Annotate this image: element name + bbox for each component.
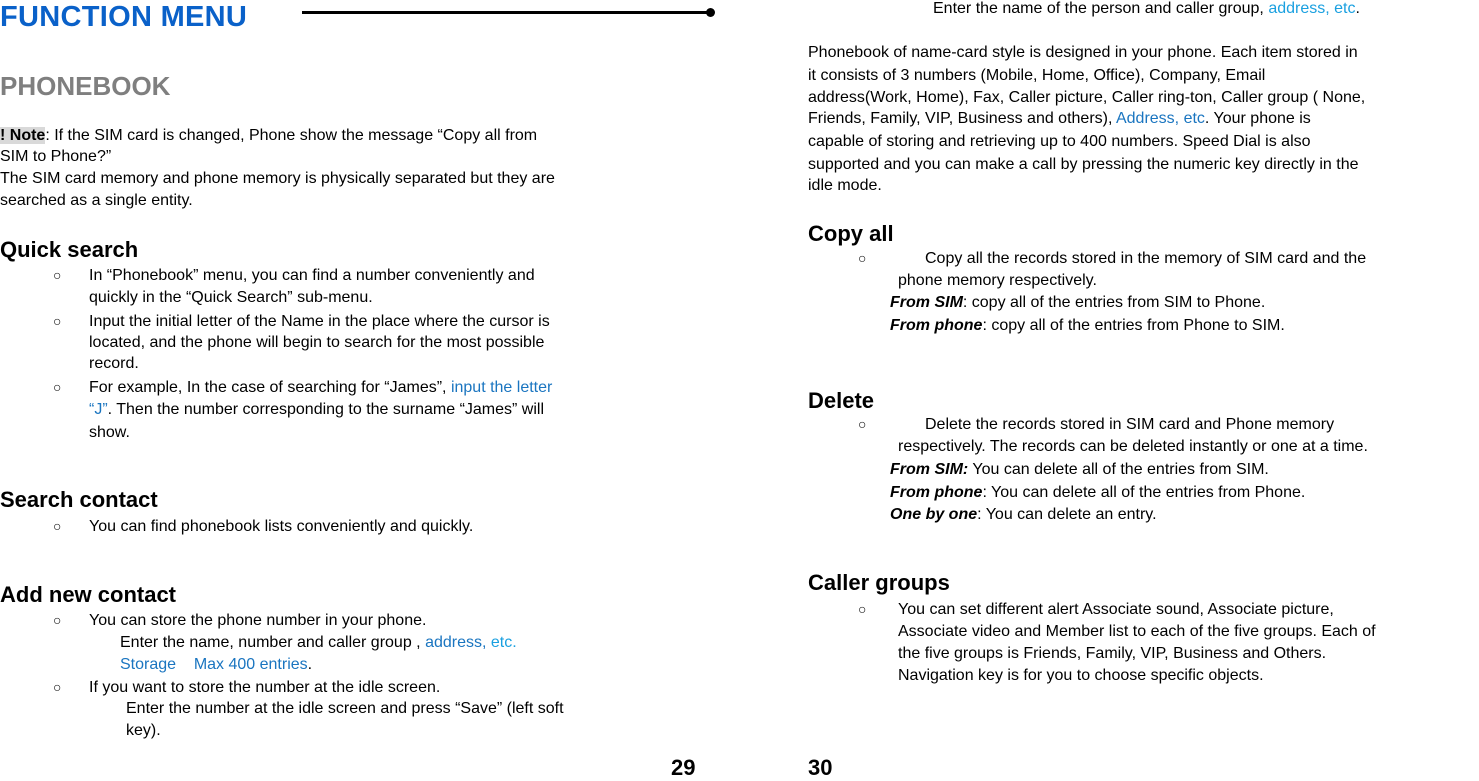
text: . [307, 656, 313, 673]
top-line [933, 0, 1360, 19]
caller-groups-l4: Navigation key is for you to choose specific objects. [898, 667, 1264, 684]
function-menu-heading: FUNCTION MENU [0, 1, 248, 33]
from-sim-label: From SIM: [890, 461, 969, 478]
letter-j-link[interactable]: “J” [89, 401, 108, 418]
note-label: ! Note [0, 127, 46, 144]
add-contact-b1: You can store the phone number in your phone. [89, 612, 427, 629]
delete-title: Delete [808, 388, 875, 413]
add-contact-b2: If you want to store the number at the idle screen. [89, 679, 441, 696]
quick-search-title: Quick search [0, 237, 139, 262]
copy-all-b-l2: phone memory respectively. [898, 272, 1097, 289]
delete-b-l2: respectively. The records can be deleted instantly or one at a time. [898, 438, 1368, 455]
text: : You can delete an entry. [977, 506, 1157, 523]
bullet-icon: ○ [53, 679, 62, 695]
delete-from-sim [890, 459, 1269, 480]
heading-rule-dot [706, 8, 715, 17]
copy-all-from-sim [890, 292, 1265, 313]
quick-search-b3-l3: show. [89, 424, 130, 441]
caller-groups-title: Caller groups [808, 570, 950, 595]
add-contact-sub3-l2: key). [126, 722, 161, 739]
bullet-icon: ○ [53, 518, 62, 534]
text: Enter the name, number and caller group , [120, 634, 426, 651]
one-by-one-label: One by one [890, 506, 978, 523]
address-etc-link[interactable]: address, etc [1268, 0, 1356, 17]
quick-search-b1-l1: In “Phonebook” menu, you can find a number conveniently and [89, 267, 535, 284]
quick-search-b2-l2: located, and the phone will begin to search for the most possible [89, 334, 545, 351]
add-contact-sub2 [120, 654, 312, 675]
text: : copy all of the entries from SIM to Phone. [962, 294, 1266, 311]
from-phone-label: From phone [890, 484, 983, 501]
quick-search-b1-l2: quickly in the “Quick Search” sub-menu. [89, 289, 373, 306]
intro-line-4 [808, 108, 1311, 129]
text: . Then the number corresponding to the surname “James” will [107, 401, 545, 418]
delete-one-by-one [890, 504, 1157, 525]
quick-search-b2-l1: Input the initial letter of the Name in the place where the cursor is [89, 313, 550, 330]
quick-search-b3-l1 [89, 377, 552, 398]
quick-search-b3-l2 [89, 399, 544, 420]
bullet-icon: ○ [53, 313, 62, 329]
text: . [1355, 0, 1360, 17]
copy-all-b-l1: Copy all the records stored in the memory of SIM card and the [925, 250, 1367, 267]
intro-line-1: Phonebook of name-card style is designed in your phone. Each item stored in [808, 44, 1358, 61]
bullet-icon: ○ [858, 250, 867, 266]
search-contact-b1: You can find phonebook lists conveniently and quickly. [89, 518, 474, 535]
note-line-3: The SIM card memory and phone memory is physically separated but they are [0, 170, 555, 187]
address-link-right[interactable]: Address, etc [1115, 110, 1205, 127]
page-number-left: 29 [671, 755, 696, 780]
intro-line-5: capable of storing and retrieving up to 400 numbers. Speed Dial is also [808, 133, 1311, 150]
caller-groups-l2: Associate video and Member list to each of the five groups. Each of [898, 623, 1376, 640]
heading-rule [302, 11, 710, 14]
note-line-2: SIM to Phone?” [0, 148, 112, 165]
add-new-contact-title: Add new contact [0, 582, 177, 607]
intro-line-6: supported and you can make a call by pressing the numeric key directly in the [808, 156, 1359, 173]
text: . Your phone is [1204, 110, 1311, 127]
caller-groups-l1: You can set different alert Associate sound, Associate picture, [898, 601, 1334, 618]
search-contact-title: Search contact [0, 487, 158, 512]
intro-line-7: idle mode. [808, 177, 882, 194]
bullet-icon: ○ [53, 612, 62, 628]
bullet-icon: ○ [858, 416, 867, 432]
copy-all-from-phone [890, 315, 1285, 336]
note-line-4: searched as a single entity. [0, 192, 193, 209]
text: You can delete all of the entries from SIM. [968, 461, 1269, 478]
add-contact-sub3-l1: Enter the number at the idle screen and press “Save” (left soft [126, 700, 564, 717]
intro-line-2: it consists of 3 numbers (Mobile, Home, Office), Company, Email [808, 67, 1266, 84]
note-text: : If the SIM card is changed, Phone show the message “Copy all from [45, 127, 538, 144]
bullet-icon: ○ [858, 601, 867, 617]
text: : copy all of the entries from Phone to SIM. [982, 317, 1285, 334]
bullet-icon: ○ [53, 267, 62, 283]
etc-link[interactable]: etc. [486, 634, 517, 651]
input-letter-link[interactable]: input the letter [450, 379, 553, 396]
phonebook-title: PHONEBOOK [0, 71, 171, 101]
copy-all-title: Copy all [808, 221, 894, 246]
delete-b-l1: Delete the records stored in SIM card and Phone memory [925, 416, 1335, 433]
text: : You can delete all of the entries from Phone. [982, 484, 1306, 501]
quick-search-b2-l3: record. [89, 355, 139, 372]
from-phone-label: From phone [890, 317, 983, 334]
note-line-1 [0, 125, 537, 146]
text: Friends, Family, VIP, Business and others), [808, 110, 1116, 127]
add-contact-sub1 [120, 632, 517, 653]
delete-from-phone [890, 482, 1305, 503]
page-number-right: 30 [808, 755, 833, 780]
bullet-icon: ○ [53, 379, 62, 395]
text: Enter the name of the person and caller group, [933, 0, 1269, 17]
intro-line-3: address(Work, Home), Fax, Caller picture, Caller ring-ton, Caller group ( None, [808, 89, 1366, 106]
text: For example, In the case of searching for “James”, [89, 379, 451, 396]
from-sim-label: From SIM [890, 294, 963, 311]
storage-link[interactable]: Storage Max 400 entries [120, 656, 308, 673]
address-link[interactable]: address, [425, 634, 487, 651]
caller-groups-l3: the five groups is Friends, Family, VIP, Business and Others. [898, 645, 1327, 662]
